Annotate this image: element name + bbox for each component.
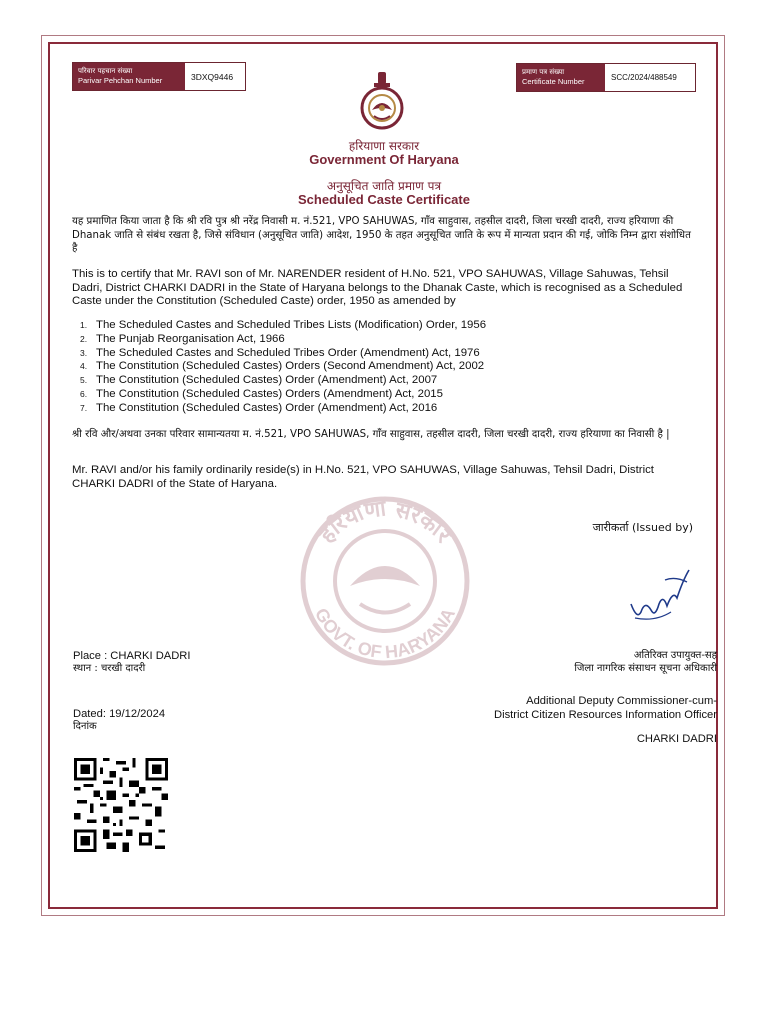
residence-paragraph-hi: श्री रवि और/अथवा उनका परिवार सामान्यतया म. नं.521, VPO SAHUWAS, गाँव साहुवास, तहसील दादरी, जिला चरखी दादरी, राज्य हरियाणा का निवासी है |	[72, 429, 670, 440]
certificate-title-en: Scheduled Caste Certificate	[298, 192, 470, 207]
certificate-number-label-en: Certificate Number	[522, 77, 585, 86]
list-item: 4. The Constitution (Scheduled Castes) Orders (Second Amendment) Act, 2002	[80, 360, 485, 373]
certificate-number-value: SCC/2024/488549	[605, 64, 683, 91]
officer-designation-en-1: Additional Deputy Commissioner-cum-	[526, 695, 717, 707]
watermark-text-bottom: GOVT. OF HARYANA	[310, 604, 460, 663]
watermark-emblem-icon	[280, 476, 490, 666]
family-id-box	[72, 62, 246, 91]
haryana-emblem-icon	[358, 70, 406, 130]
family-id-value: 3DXQ9446	[185, 63, 239, 90]
certificate-title-hi: अनुसूचित जाति प्रमाण पत्र	[326, 179, 442, 193]
family-id-label-hi: परिवार पहचान संख्या	[78, 67, 133, 75]
watermark-text-top: हरियाणा सरकार	[314, 496, 456, 548]
list-item: 3. The Scheduled Castes and Scheduled Tribes Order (Amendment) Act, 1976	[80, 346, 480, 359]
certification-paragraph-en: This is to certify that Mr. RAVI son of Mr. NARENDER resident of H.No. 521, VPO SAHUWAS, Village Sahuwas, Tehsil Dadri, District CHARKI DADRI in the State of Haryana belongs to the Dhanak Caste, which is recognised as a Scheduled Caste under the Constitution (Scheduled Caste) order, 1950 as amended by	[72, 268, 683, 308]
list-item: 6. The Constitution (Scheduled Castes) Orders (Amendment) Act, 2015	[80, 387, 443, 400]
issued-by-label: जारीकर्ता (Issued by)	[592, 521, 693, 534]
list-item: 5. The Constitution (Scheduled Castes) Order (Amendment) Act, 2007	[80, 374, 438, 387]
place-en: Place : CHARKI DADRI	[73, 650, 191, 662]
list-item: 2. The Punjab Reorganisation Act, 1966	[80, 332, 285, 345]
certificate-number-label-hi: प्रमाण पत्र संख्या	[522, 68, 565, 76]
govt-title-en: Government Of Haryana	[309, 152, 459, 167]
svg-text:हरियाणा सरकार	[314, 496, 456, 548]
place-hi: स्थान : चरखी दादरी	[73, 663, 146, 674]
signature-icon	[625, 560, 697, 632]
officer-designation-hi-1: अतिरिक्त उपायुक्त-सह	[633, 650, 717, 661]
officer-district: CHARKI DADRI	[636, 733, 717, 745]
list-item: 7. The Constitution (Scheduled Castes) Order (Amendment) Act, 2016	[80, 401, 438, 414]
qr-code[interactable]	[74, 758, 168, 852]
govt-title-hi: हरियाणा सरकार	[348, 139, 420, 153]
amendment-acts-list	[80, 319, 486, 416]
list-item: 1. The Scheduled Castes and Scheduled Tribes Lists (Modification) Order, 1956	[80, 319, 487, 331]
family-id-label-en: Parivar Pehchan Number	[78, 76, 163, 85]
certification-paragraph-hi: यह प्रमाणित किया जाता है कि श्री रवि पुत्र श्री नरेंद्र निवासी म. नं.521, VPO SAHUWAS, गाँव साहुवास, तहसील दादरी, जिला चरखी दादरी, राज्य हरियाणा की Dhanak जाति से संबंध रखता है, जिसे संविधान (अनुसूचित जाति) आदेश, 1950 के तहत अनुसूचित जाति के रूप में मान्यता प्रदान की गई, जोकि निम्न द्वारा संशोधित है	[72, 216, 691, 255]
residence-paragraph-en: Mr. RAVI and/or his family ordinarily reside(s) in H.No. 521, VPO SAHUWAS, Village Sahuwas, Tehsil Dadri, District CHARKI DADRI of the State of Haryana.	[72, 464, 654, 490]
dated-en: Dated: 19/12/2024	[73, 708, 166, 720]
dated-hi: दिनांक	[73, 721, 97, 732]
officer-designation-en-2: District Citizen Resources Information Officer	[494, 709, 717, 721]
certificate-number-box	[516, 63, 696, 92]
officer-designation-hi-2: जिला नागरिक संसाधन सूचना अधिकारी	[574, 663, 717, 674]
